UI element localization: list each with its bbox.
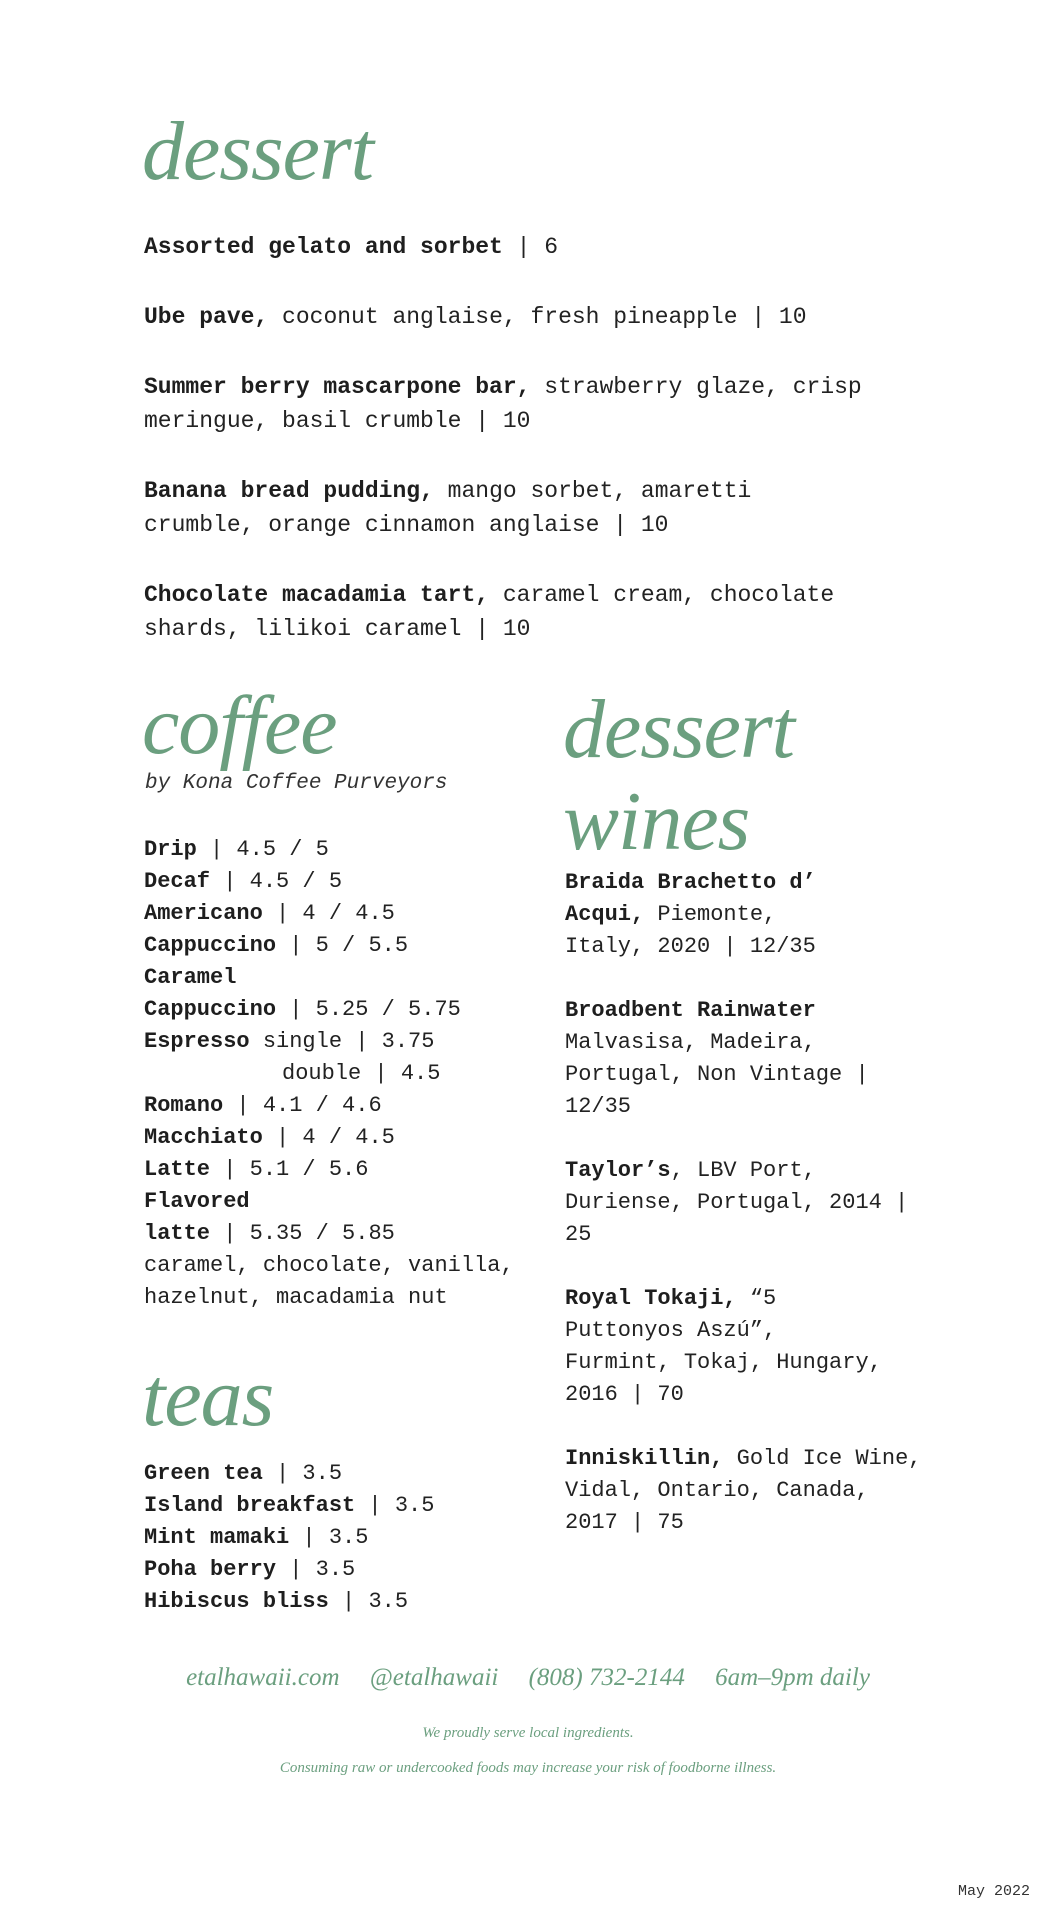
coffee-item <box>144 1026 544 1058</box>
coffee-item <box>144 1154 544 1186</box>
espresso-double-row <box>144 1058 544 1090</box>
dessert-item-desc: caramel cream, chocolate shards, lilikoi caramel | 10 <box>144 582 835 642</box>
coffee-item-name: Decaf <box>144 869 211 894</box>
coffee-item-name: Drip <box>144 837 197 862</box>
coffee-list <box>144 834 544 1314</box>
dessert-item <box>144 300 944 334</box>
dessert-list <box>144 230 944 682</box>
contact-bar <box>0 1664 1056 1692</box>
dessert-item <box>144 370 864 438</box>
coffee-item-price: | 5.1 / 5.6 <box>210 1157 369 1182</box>
wine-item-desc: “5 Puttonyos Aszú”, Furmint, Tokaj, Hungary, 2016 | 70 <box>565 1286 882 1407</box>
opening-hours: 6am–9pm daily <box>715 1664 870 1691</box>
dessert-wines-heading-line1: dessert <box>563 683 794 776</box>
tea-item-price: | 3.5 <box>328 1589 409 1614</box>
wine-item-desc: , LBV Port, Duriense, Portugal, 2014 | 25 <box>565 1158 909 1247</box>
coffee-item-name: Caramel <box>144 965 237 990</box>
coffee-item-price: | 4.5 / 5 <box>210 869 343 894</box>
coffee-item-name: Espresso <box>144 1029 250 1054</box>
wine-item <box>565 1443 925 1539</box>
dessert-item-desc: coconut anglaise, fresh pineapple | 10 <box>268 304 807 330</box>
coffee-item <box>144 930 544 962</box>
coffee-item-price: | 4.5 / 5 <box>196 837 329 862</box>
coffee-item-price: | 5.35 / 5.85 <box>210 1221 395 1246</box>
tea-item <box>144 1586 544 1618</box>
tea-item <box>144 1458 544 1490</box>
coffee-item <box>144 1090 544 1122</box>
coffee-heading: coffee <box>142 679 337 772</box>
coffee-item-name: Flavored <box>144 1189 250 1214</box>
wine-item-desc: Piemonte, Italy, 2020 | 12/35 <box>565 902 816 959</box>
coffee-item <box>144 1218 544 1250</box>
dessert-wines-heading-line2: wines <box>563 775 750 868</box>
social-handle[interactable]: @etalhawaii <box>369 1664 499 1691</box>
dessert-item-name: Assorted gelato and sorbet <box>144 234 503 260</box>
coffee-item <box>144 898 544 930</box>
wine-item <box>565 867 865 963</box>
coffee-item-price: | 4 / 4.5 <box>262 901 395 926</box>
coffee-item <box>144 994 544 1026</box>
dessert-item-name: Ube pave, <box>144 304 269 330</box>
menu-date: May 2022 <box>957 1883 1030 1900</box>
dessert-item-desc: mango sorbet, amaretti crumble, orange cinnamon anglaise | 10 <box>144 478 752 538</box>
coffee-item-name: Macchiato <box>144 1125 263 1150</box>
flavor-list: caramel, chocolate, vanilla, hazelnut, macadamia nut <box>144 1253 514 1310</box>
dessert-item-name: Summer berry mascarpone bar, <box>144 374 531 400</box>
wine-item-name: Inniskillin, <box>565 1446 724 1471</box>
wine-item <box>565 995 925 1123</box>
wine-item-name: Braida Brachetto d’ Acqui, <box>565 870 816 927</box>
dessert-item-desc: strawberry glaze, crisp meringue, basil crumble | 10 <box>144 374 862 434</box>
coffee-item-name: Americano <box>144 901 263 926</box>
coffee-item-name: Latte <box>144 1157 211 1182</box>
coffee-item-name: Cappuccino <box>144 933 277 958</box>
tea-item-price: | 3.5 <box>276 1557 356 1582</box>
phone-number[interactable]: (808) 732-2144 <box>528 1664 685 1691</box>
website-link[interactable]: etalhawaii.com <box>186 1664 340 1691</box>
coffee-item-name: latte <box>144 1221 211 1246</box>
coffee-item-name: Romano <box>144 1093 224 1118</box>
coffee-item <box>144 1122 544 1154</box>
dessert-item-name: Banana bread pudding, <box>144 478 434 504</box>
coffee-item <box>144 1186 544 1218</box>
wine-item-name: Broadbent Rainwater <box>565 998 816 1023</box>
espresso-single-price: single | 3.75 <box>249 1029 435 1054</box>
dessert-item <box>144 230 944 264</box>
coffee-item-price: | 5.25 / 5.75 <box>276 997 461 1022</box>
dessert-item-name: Chocolate macadamia tart, <box>144 582 490 608</box>
tea-item <box>144 1490 544 1522</box>
tea-item-price: | 3.5 <box>289 1525 369 1550</box>
coffee-item-price: | 4.1 / 4.6 <box>223 1093 382 1118</box>
tea-item-name: Hibiscus bliss <box>144 1589 329 1614</box>
coffee-item-price: | 4 / 4.5 <box>262 1125 395 1150</box>
coffee-item <box>144 866 544 898</box>
wine-item-name: Royal Tokaji, <box>565 1286 737 1311</box>
coffee-item-name: Cappuccino <box>144 997 277 1022</box>
tea-item-name: Island breakfast <box>144 1493 356 1518</box>
coffee-item <box>144 834 544 866</box>
food-safety-disclaimer: Consuming raw or undercooked foods may increase your risk of foodborne illness. <box>279 1760 777 1776</box>
local-ingredients-note: We proudly serve local ingredients. <box>422 1725 634 1741</box>
tea-item-price: | 3.5 <box>262 1461 343 1486</box>
dessert-item-desc: | 6 <box>502 234 559 260</box>
teas-list <box>144 1458 544 1618</box>
dessert-heading: dessert <box>142 105 373 198</box>
wine-item-desc: Malvasisa, Madeira, Portugal, Non Vintage | 12/35 <box>565 1030 869 1119</box>
wine-item <box>565 1155 925 1251</box>
tea-item-price: | 3.5 <box>355 1493 435 1518</box>
wine-item-desc: Gold Ice Wine, Vidal, Ontario, Canada, 2017 | 75 <box>565 1446 922 1535</box>
teas-heading: teas <box>142 1351 274 1444</box>
tea-item-name: Mint mamaki <box>144 1525 290 1550</box>
coffee-item <box>144 962 544 994</box>
wines-list <box>565 867 925 1571</box>
tea-item-name: Green tea <box>144 1461 263 1486</box>
coffee-subtitle: by Kona Coffee Purveyors <box>145 772 448 795</box>
tea-item <box>144 1522 544 1554</box>
wine-item-name: Taylor’s <box>565 1158 671 1183</box>
coffee-item-price: | 5 / 5.5 <box>276 933 409 958</box>
tea-item-name: Poha berry <box>144 1557 277 1582</box>
tea-item <box>144 1554 544 1586</box>
wine-item <box>565 1283 885 1411</box>
espresso-double-price: double | 4.5 <box>282 1061 441 1086</box>
dessert-wines-heading <box>563 684 923 868</box>
dessert-item <box>144 578 844 646</box>
dessert-item <box>144 474 864 542</box>
